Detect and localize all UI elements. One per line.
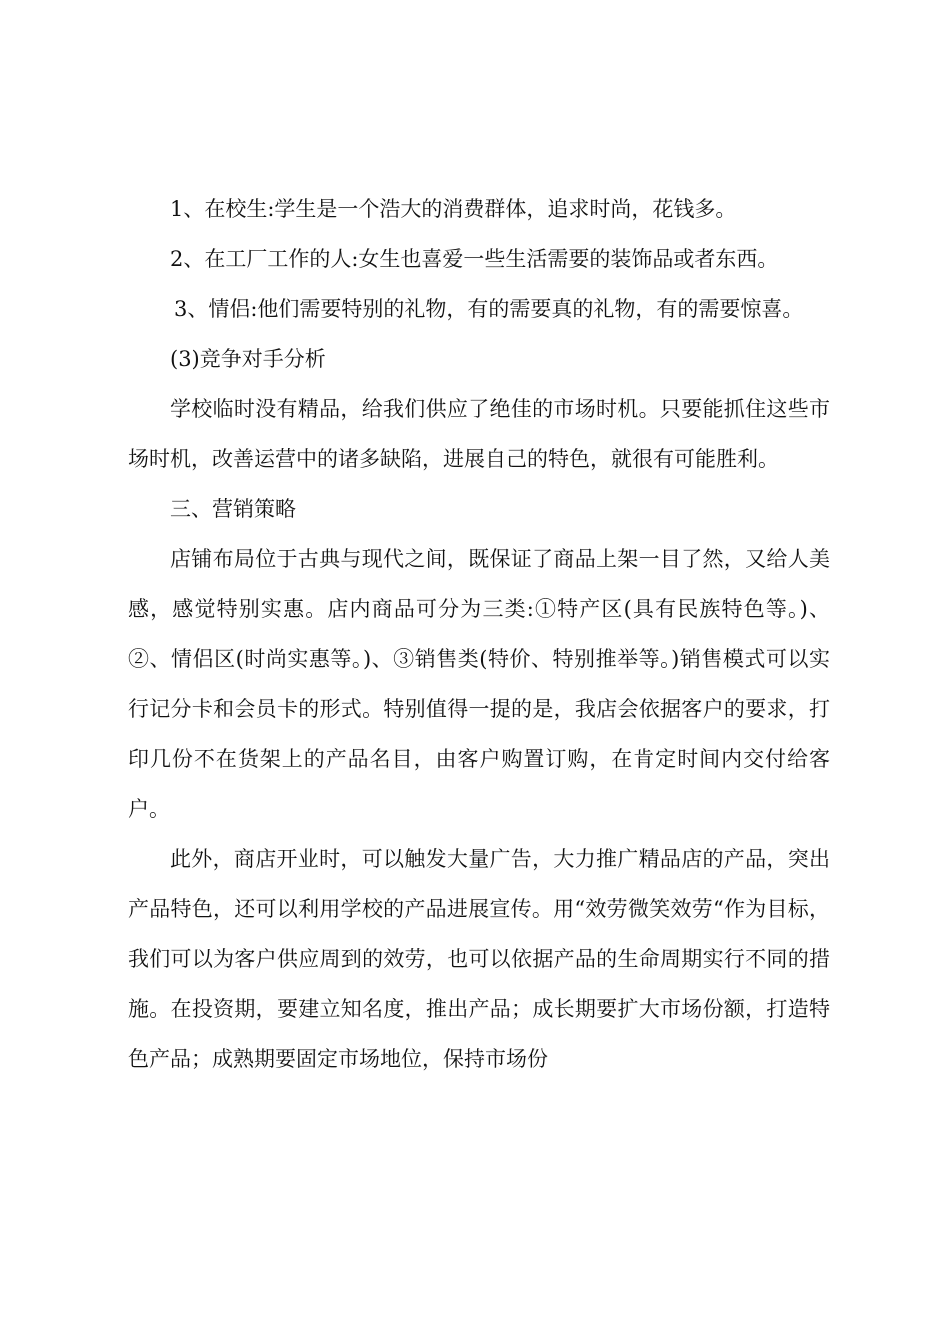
heading-competitor-analysis: (3)竞争对手分析 [170, 347, 326, 371]
paragraph-couples: 3、情侣:他们需要特别的礼物，有的需要真的礼物，有的需要惊喜。 [174, 297, 804, 321]
paragraph-students: 1、在校生:学生是一个浩大的消费群体，追求时尚，花钱多。 [170, 197, 737, 221]
document-body [128, 184, 830, 1084]
paragraph-factory-workers: 2、在工厂工作的人:女生也喜爱一些生活需要的装饰品或者东西。 [170, 247, 779, 271]
heading-marketing-strategy: 三、营销策略 [170, 497, 296, 521]
paragraph-store-layout: 店铺布局位于古典与现代之间，既保证了商品上架一目了然，又给人美感，感觉特别实惠。店内商品可分为三类:①特产区(具有民族特色等。)、②、情侣区(时尚实惠等。)、③销售类(特价、特别推举等。)销售模式可以实行记分卡和会员卡的形式。特别值得一提的是，我店会依据客户的要求，打印几份不在货架上的产品名目，由客户购置订购，在肯定时间内交付给客户。 [128, 547, 830, 821]
paragraph-competitor-analysis: 学校临时没有精品，给我们供应了绝佳的市场时机。只要能抓住这些市场时机，改善运营中的诸多缺陷，进展自己的特色，就很有可能胜利。 [128, 397, 830, 471]
paragraph-promotion: 此外，商店开业时，可以触发大量广告，大力推广精品店的产品，突出产品特色，还可以利用学校的产品进展宣传。用“效劳微笑效劳“作为目标，我们可以为客户供应周到的效劳，也可以依据产品的生命周期实行不同的措施。在投资期，要建立知名度，推出产品；成长期要扩大市场份额，打造特色产品；成熟期要固定市场地位，保持市场份 [128, 847, 830, 1071]
